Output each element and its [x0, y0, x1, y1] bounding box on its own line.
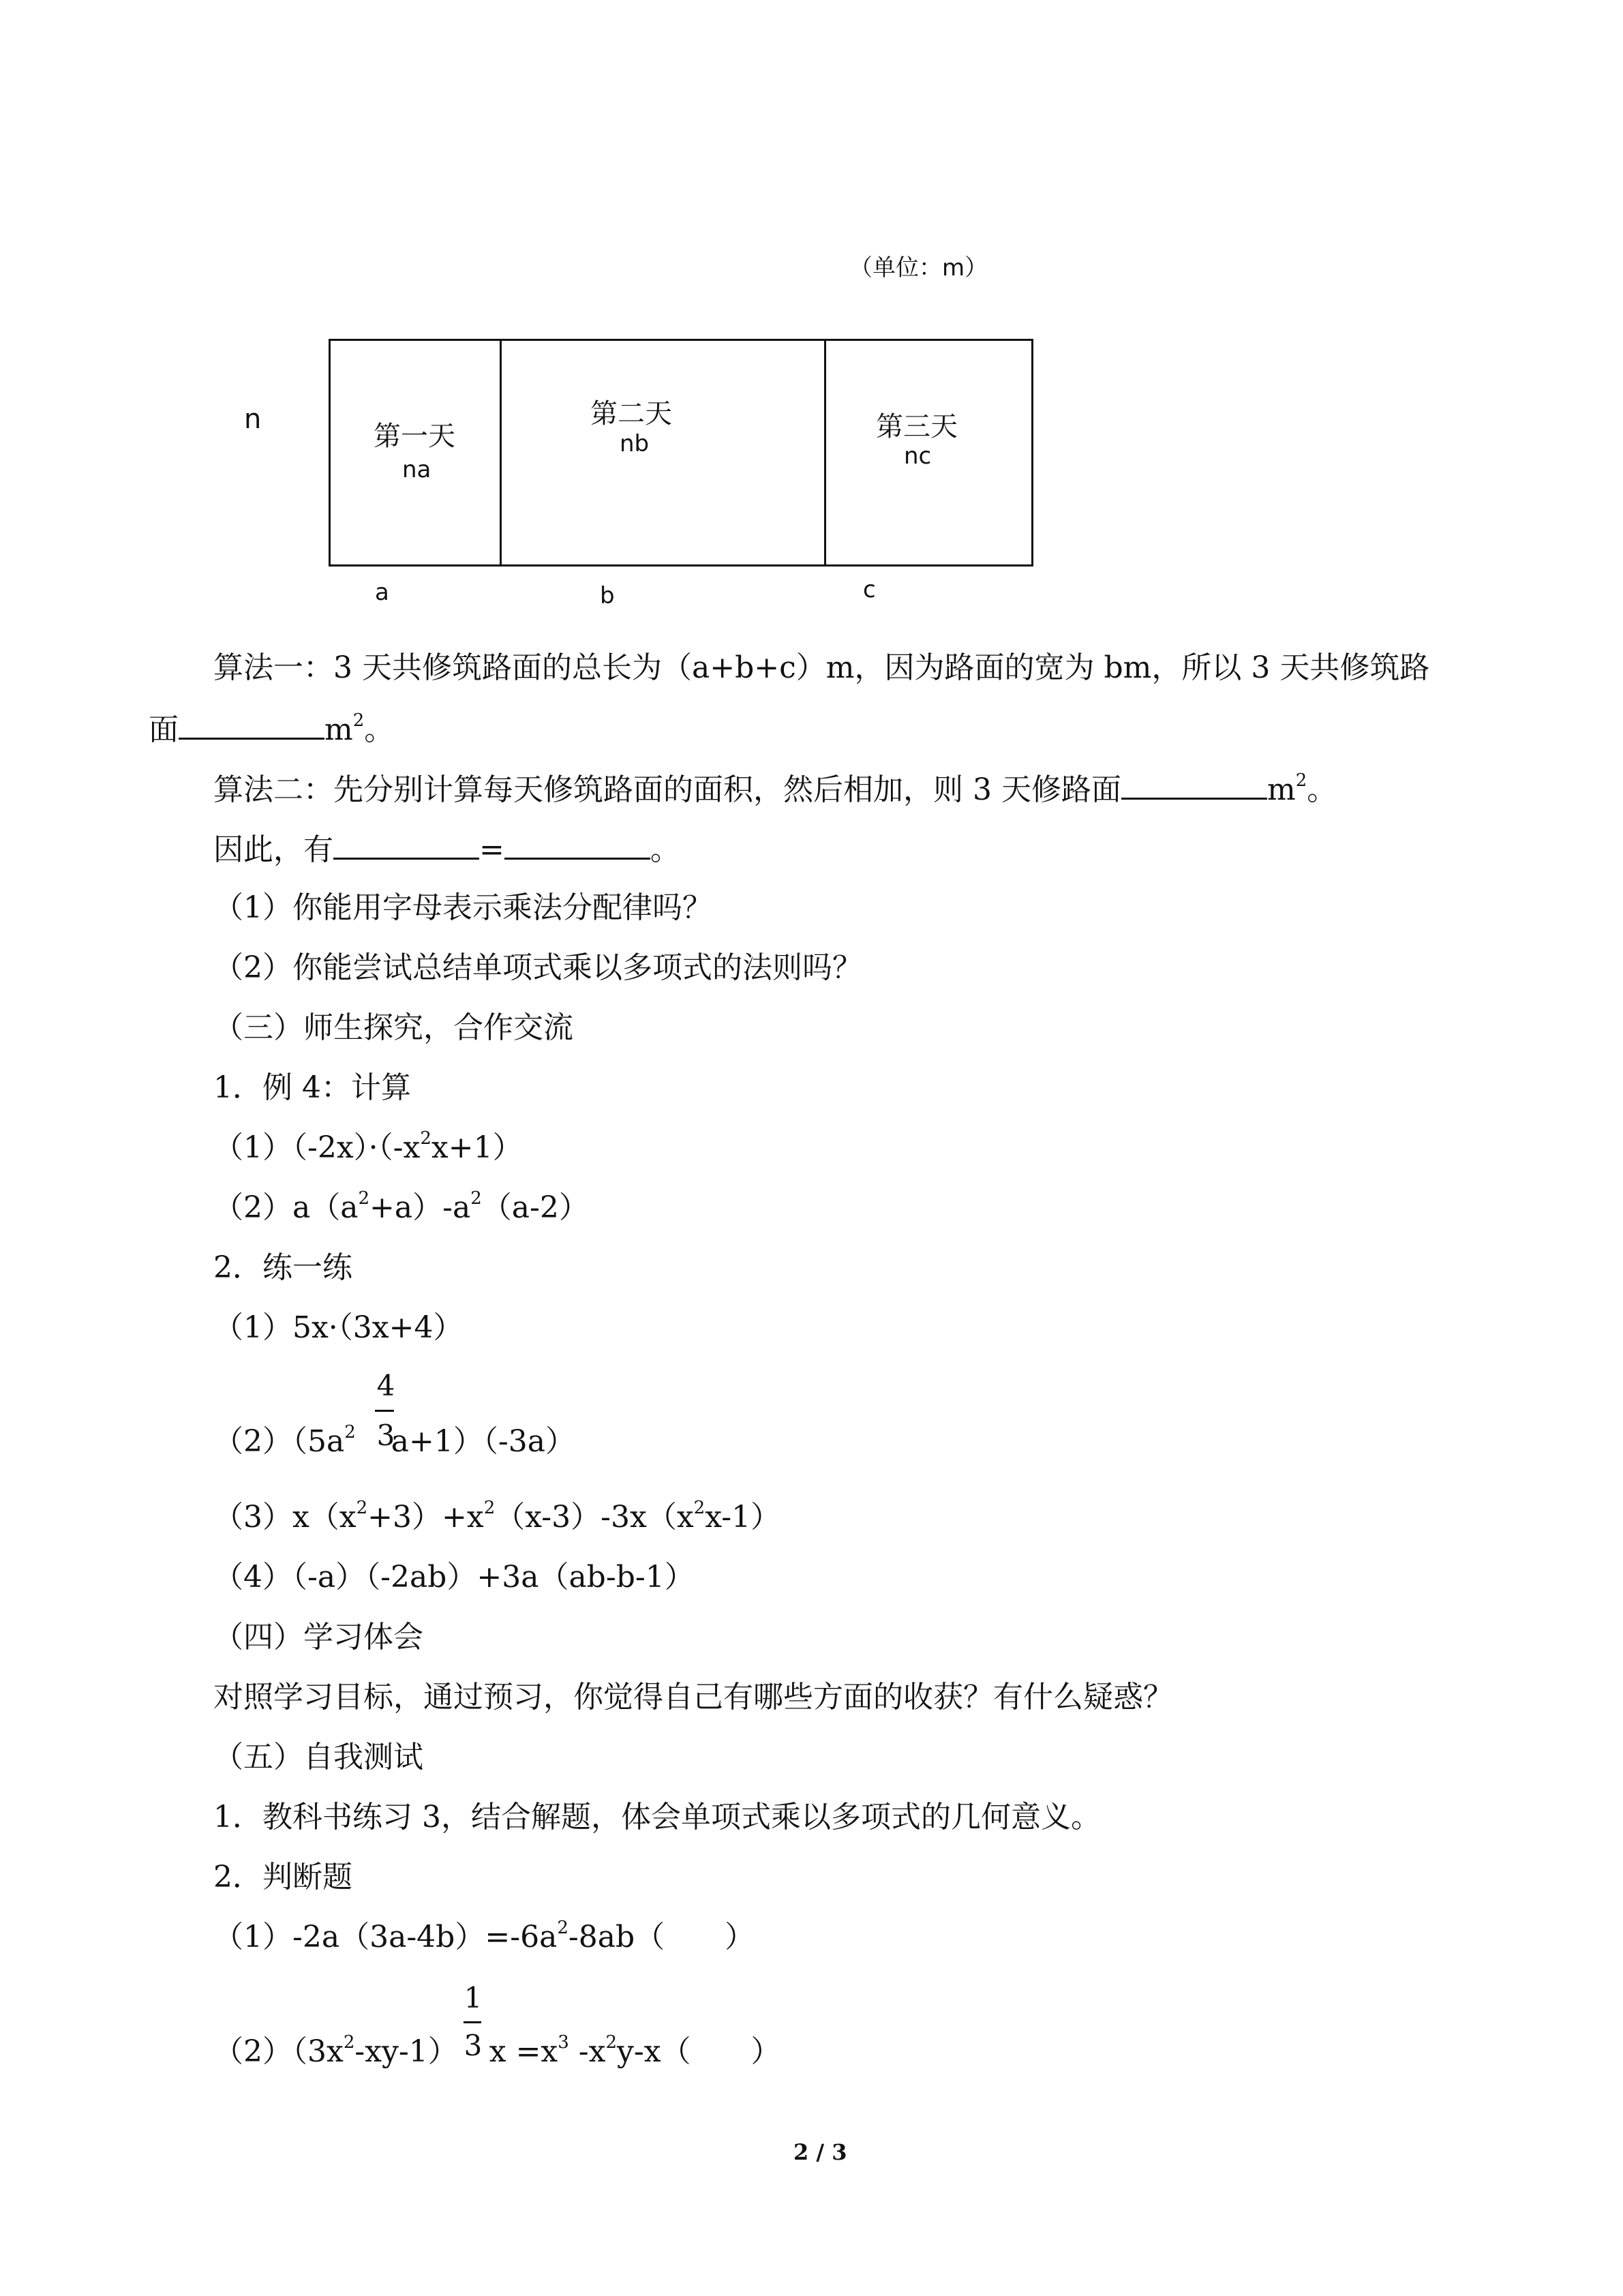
- judgment-item-2: $(2)(3x^2-xy-1)$ $x =x^3$ $-x^2y-x$（ ）: [213, 2032, 781, 2069]
- day2-name: 第二天: [590, 398, 672, 429]
- width-a: a: [375, 579, 389, 606]
- question-2: （2）你能尝试总结单项式乘以多项式的法则吗？: [213, 950, 862, 985]
- self-test-item-1: 1．教科书练习 3，结合解题，体会单项式乘以多项式的几何意义。: [213, 1800, 1101, 1834]
- therefore-line: 因此，有 = 。: [213, 832, 680, 867]
- practice-item-3: $(3)x(x^2+3)+x^2(x-3)-3x(x^2x-1)$: [213, 1498, 781, 1535]
- section-4-heading: （四）学习体会: [213, 1620, 423, 1655]
- answer-blank-1[interactable]: [179, 713, 324, 740]
- unit-label: （单位：m）: [849, 254, 988, 282]
- answer-blank-3[interactable]: [333, 833, 479, 860]
- answer-blank-4[interactable]: [504, 833, 650, 860]
- example-4-heading: 1．例 4：计算: [213, 1070, 411, 1105]
- practice-item-4: （4）（-a）（-2ab）+3a（ab-b-1）: [213, 1560, 695, 1595]
- divider-1: [500, 339, 502, 567]
- fraction-denominator-3b: 3: [464, 2029, 483, 2062]
- question-1: （1）你能用字母表示乘法分配律吗？: [213, 890, 712, 925]
- judgment-heading: 2．判断题: [213, 1860, 352, 1894]
- width-b: b: [600, 582, 615, 609]
- practice-heading: 2．练一练: [213, 1250, 352, 1285]
- practice-item-2: $(2)(5a^2$ a+1）（-3a）: [213, 1422, 575, 1459]
- day2-area: nb: [620, 430, 650, 457]
- day3-name: 第三天: [876, 411, 958, 442]
- day1-name: 第一天: [374, 421, 455, 452]
- example-4-item-2: $(2)a(a^2+a)-a^2(a-2)$: [213, 1188, 589, 1225]
- example-4-item-1: $(1)(-2x)\cdot(-x^2x+1)$: [213, 1128, 523, 1165]
- method2-line: 算法二：先分别计算每天修筑路面的面积，然后相加，则 3 天修路面 $m^2$。: [213, 770, 1337, 807]
- fraction-numerator-4: 4: [376, 1369, 395, 1402]
- fraction-bar-2: [464, 2021, 481, 2023]
- reflection-text: 对照学习目标，通过预习，你觉得自己有哪些方面的收获？有什么疑惑？: [213, 1680, 1173, 1715]
- fraction-denominator-3: 3: [376, 1419, 395, 1452]
- fraction-bar-1: [375, 1410, 394, 1412]
- section-5-heading: （五）自我测试: [213, 1740, 423, 1774]
- section-3-heading: （三）师生探究，合作交流: [213, 1010, 573, 1045]
- method1-line1: 算法一：3 天共修筑路面的总长为（a+b+c）m，因为路面的宽为 bm，所以 3 天共修筑路: [213, 650, 1430, 685]
- practice-item-1: （1）5x·（3x+4）: [213, 1310, 464, 1345]
- day1-area: na: [402, 456, 431, 483]
- answer-blank-2[interactable]: [1121, 773, 1267, 800]
- page-number: 2 / 3: [793, 2139, 847, 2165]
- judgment-item-1: $(1)-2a(3a-4b)=-6a^2-8ab$（ ）: [213, 1918, 755, 1954]
- side-label-n: n: [244, 404, 262, 435]
- method1-line2: 面 $m^2$。: [149, 710, 395, 747]
- divider-2: [824, 339, 826, 567]
- fraction-numerator-1: 1: [464, 1981, 483, 2014]
- day3-area: nc: [904, 442, 932, 470]
- width-c: c: [863, 576, 876, 603]
